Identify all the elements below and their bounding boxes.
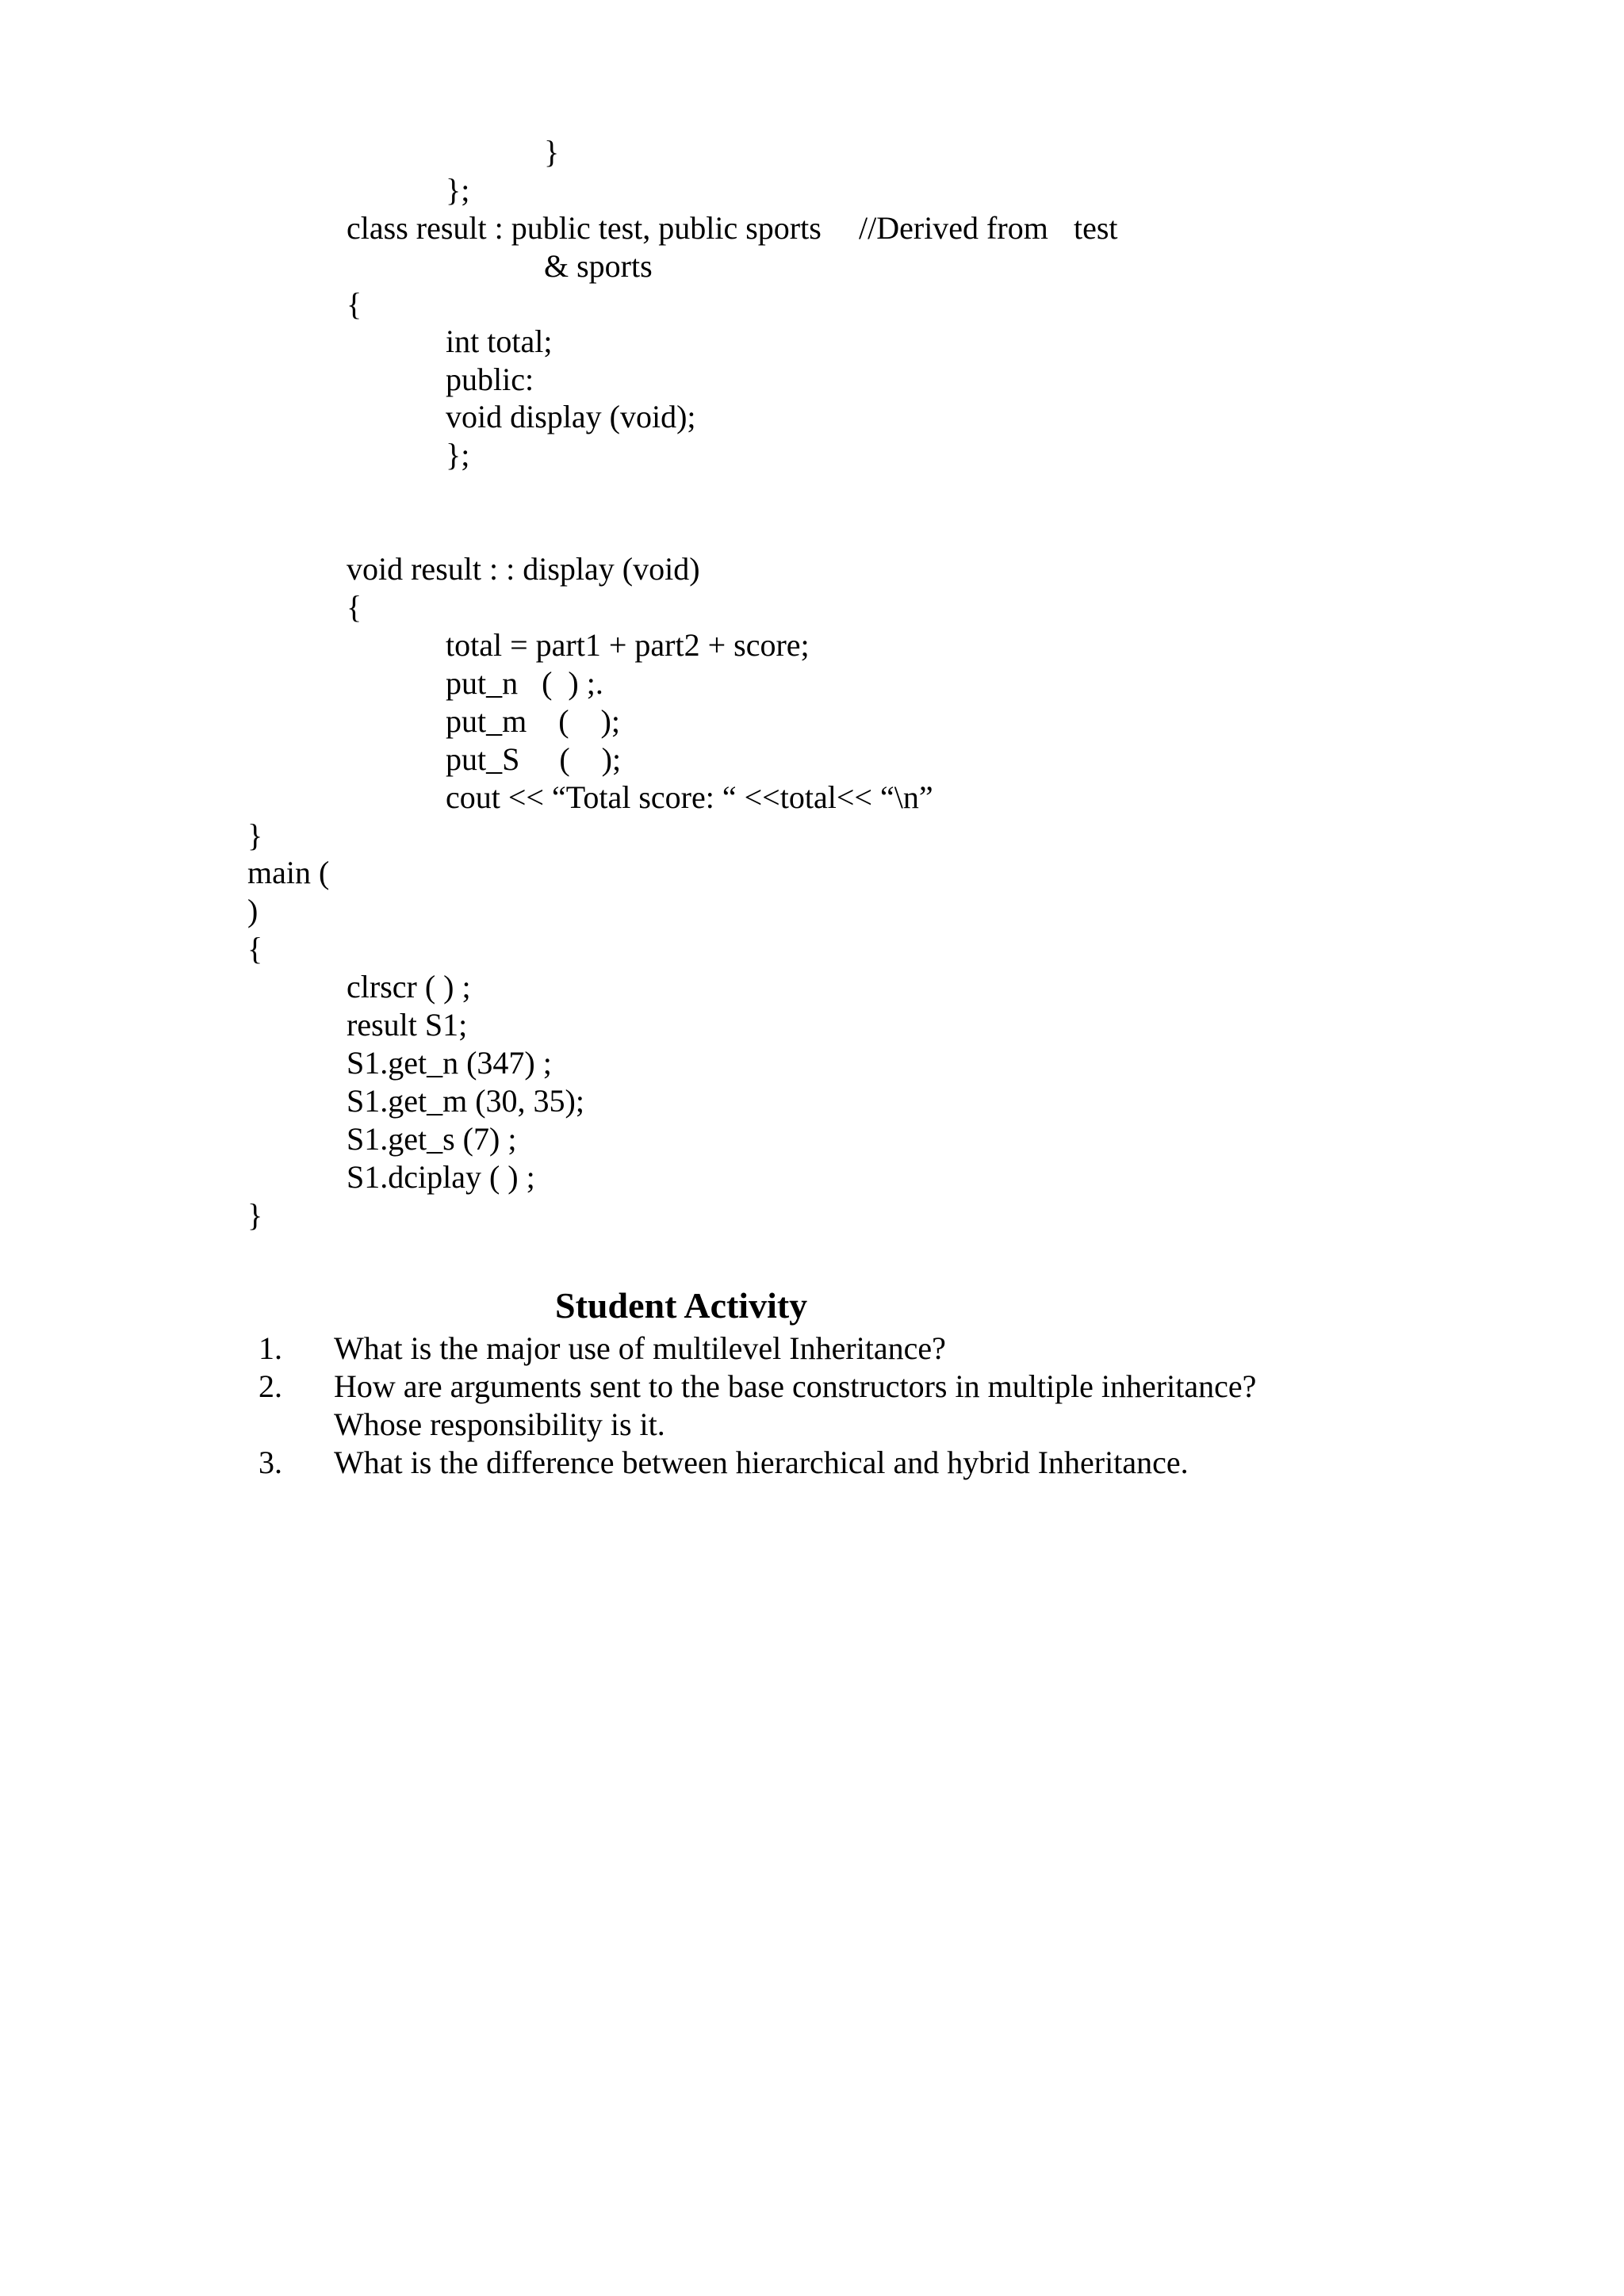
- code-line: class result : public test, public sports: [347, 210, 822, 246]
- code-line: put_S ( );: [446, 741, 622, 777]
- code-line: };: [446, 172, 470, 208]
- code-line: put_m ( );: [446, 703, 620, 739]
- code-line: total = part1 + part2 + score;: [446, 627, 810, 663]
- code-line: S1.get_n (347) ;: [347, 1045, 552, 1081]
- code-line: int total;: [446, 323, 553, 359]
- code-line: }: [247, 1197, 263, 1233]
- code-line: {: [247, 931, 263, 966]
- code-line: ): [247, 893, 259, 928]
- question-number: 2.: [259, 1368, 282, 1404]
- code-line: }: [544, 134, 560, 170]
- code-line: main (: [247, 855, 330, 890]
- question-text: What is the difference between hierarchical and hybrid Inheritance.: [334, 1445, 1189, 1480]
- code-line: public:: [446, 362, 534, 397]
- code-line: void display (void);: [446, 399, 696, 434]
- code-line: {: [347, 286, 362, 322]
- question-number: 3.: [259, 1445, 282, 1480]
- code-line: result S1;: [347, 1007, 468, 1043]
- code-line: cout << “Total score: “ <<total<< “\n”: [446, 779, 933, 815]
- code-line: void result : : display (void): [347, 551, 700, 587]
- question-number: 1.: [259, 1330, 282, 1366]
- code-comment: //Derived from: [859, 210, 1048, 246]
- question-text: What is the major use of multilevel Inheritance?: [334, 1330, 946, 1366]
- code-comment: test: [1074, 210, 1118, 246]
- code-line: {: [347, 589, 362, 625]
- code-line: put_n ( ) ;.: [446, 665, 603, 701]
- code-comment: & sports: [544, 248, 653, 284]
- question-text: How are arguments sent to the base constructors in multiple inheritance?: [334, 1368, 1257, 1404]
- code-line: clrscr ( ) ;: [347, 969, 471, 1004]
- section-heading: Student Activity: [555, 1285, 808, 1326]
- code-line: S1.get_s (7) ;: [347, 1121, 517, 1157]
- code-line: S1.dciplay ( ) ;: [347, 1159, 535, 1195]
- code-line: }: [247, 817, 263, 853]
- code-line: S1.get_m (30, 35);: [347, 1083, 584, 1119]
- question-text-continuation: Whose responsibility is it.: [334, 1406, 665, 1442]
- code-line: };: [446, 437, 470, 473]
